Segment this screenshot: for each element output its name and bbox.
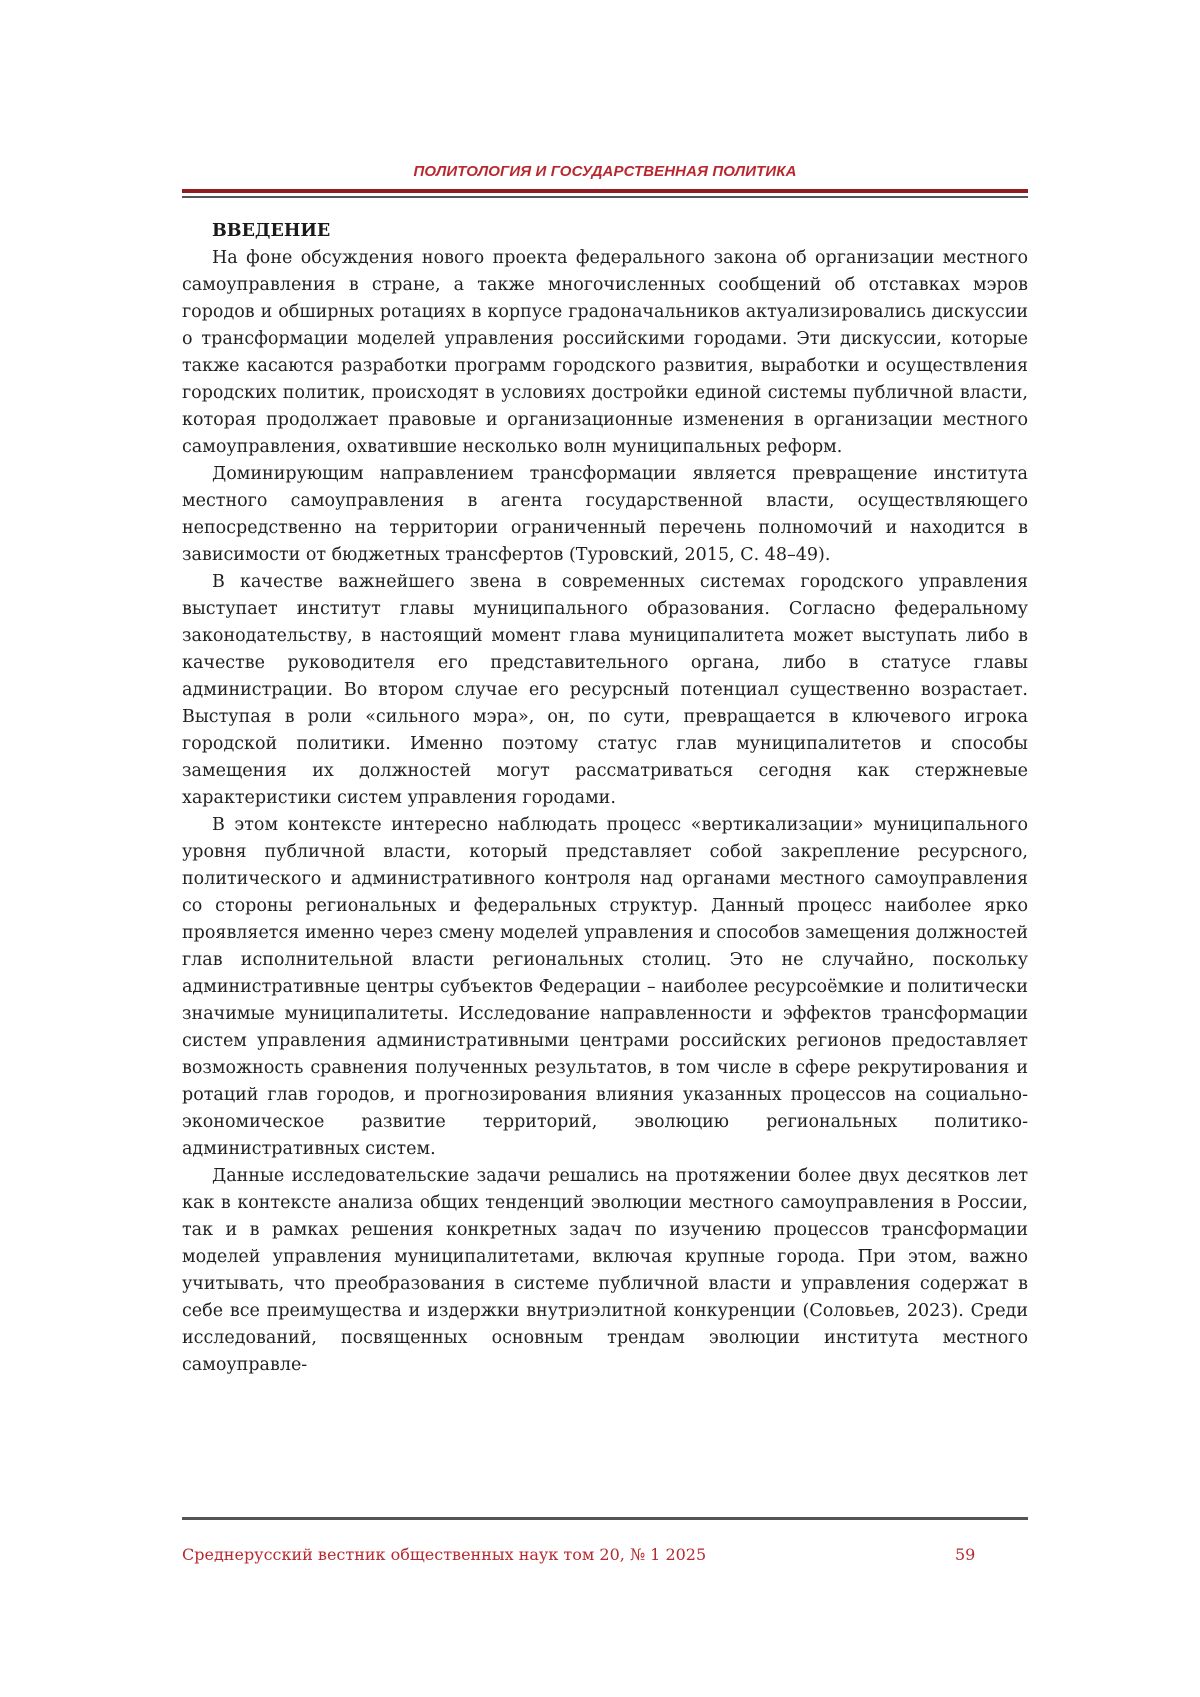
paragraph-5: Данные исследовательские задачи решались на протяжении более двух десятков лет как в контексте анализа общих тенденций эволюции местного самоуправления в России, так и в рамках решения конкретных задач по изучению процессов трансформации моделей управления муниципалитетами, включая крупные города. При этом, важно учитывать, что преобразования в системе публичной власти и управления содержат в себе все преимущества и издержки внутриэлитной конкуренции (Соловьев, 2023). Среди исследований, посвященных основным трендам эволюции института местного самоуправле- [182,1166,1028,1375]
paragraph-2: Доминирующим направлением трансформации является превращение института местного самоуправления в агента государственной власти, осуществляющего непосредственно на территории ограниченный перечень полномочий и находится в зависимости от бюджетных трансфертов (Туровский, 2015, С. 48–49). [182,464,1028,565]
article-body [182,218,1028,1379]
paragraph-1: На фоне обсуждения нового проекта федерального закона об организации местного самоуправления в стране, а также многочисленных сообщений об отставках мэров городов и обширных ротациях в корпусе градоначальников актуализировались дискуссии о трансформации моделей управления российскими городами. Эти дискуссии, которые также касаются разработки программ городского развития, выработки и осуществления городских политик, происходят в условиях достройки единой системы публичной власти, которая продолжает правовые и организационные изменения в организации местного самоуправления, охватившие несколько волн муниципальных реформ. [182,248,1028,457]
section-heading: ВВЕДЕНИЕ [212,221,331,241]
header-rule-thick [182,189,1028,193]
page-number: 59 [955,1545,976,1564]
paragraph-3: В качестве важнейшего звена в современных системах городского управления выступает институт главы муниципального образования. Согласно федеральному законодательству, в настоящий момент глава муниципалитета может выступать либо в качестве руководителя его представительного органа, либо в статусе главы администрации. Во втором случае его ресурсный потенциал существенно возрастает. Выступая в роли «сильного мэра», он, по сути, превращается в ключевого игрока городской политики. Именно поэтому статус глав муниципалитетов и способы замещения их должностей могут рассматриваться сегодня как стержневые характеристики систем управления городами. [182,572,1028,808]
footer-journal-citation: Среднерусский вестник общественных наук том 20, № 1 2025 [182,1545,707,1564]
footer-rule [182,1517,1028,1520]
running-header-section-title: ПОЛИТОЛОГИЯ И ГОСУДАРСТВЕННАЯ ПОЛИТИКА [413,163,797,180]
paragraph-4: В этом контексте интересно наблюдать процесс «вертикализации» муниципального уровня публичной власти, который представляет собой закрепление ресурсного, политического и административного контроля над органами местного самоуправления со стороны региональных и федеральных структур. Данный процесс наиболее ярко проявляется именно через смену моделей управления и способов замещения должностей глав исполнительной власти региональных столиц. Это не случайно, поскольку административные центры субъектов Федерации – наиболее ресурсоёмкие и политически значимые муниципалитеты. Исследование направленности и эффектов трансформации систем управления административными центрами российских регионов предоставляет возможность сравнения полученных результатов, в том числе в сфере рекрутирования и ротаций глав городов, и прогнозирования влияния указанных процессов на социально-экономическое развитие территорий, эволюцию региональных политико-административных систем. [182,815,1028,1159]
header-rule-thin [182,196,1028,198]
